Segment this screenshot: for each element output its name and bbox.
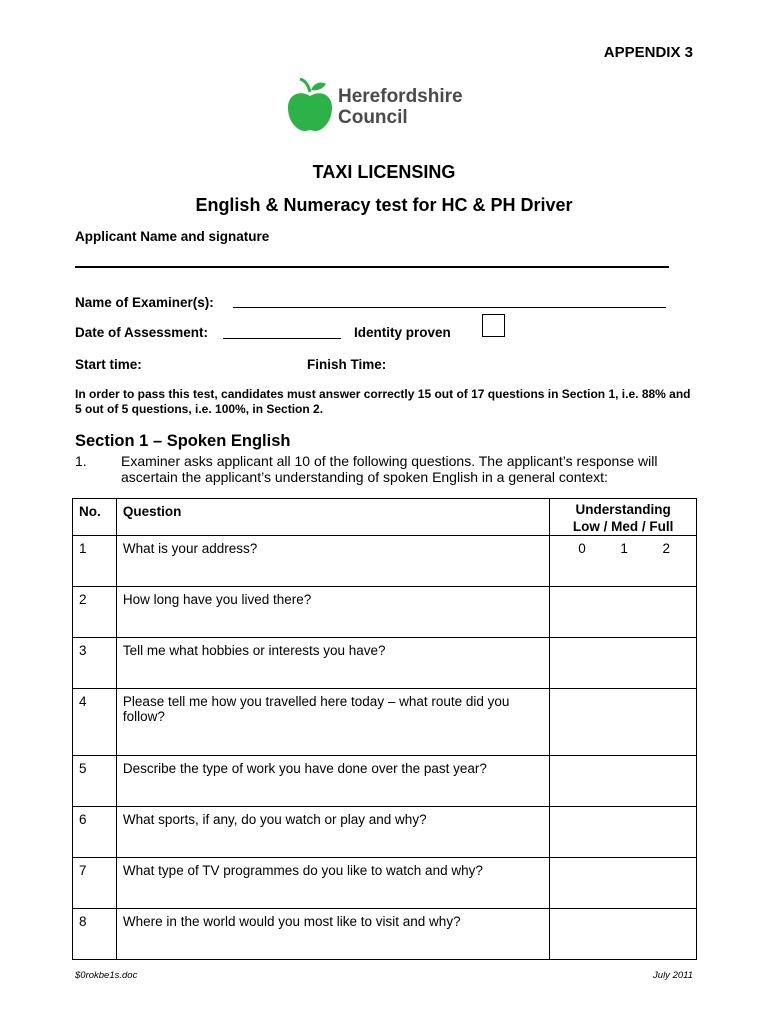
table-row [73,756,697,807]
table-row [73,689,697,756]
row-question: How long have you lived there? [116,587,549,638]
table-row [73,587,697,638]
row-number: 5 [73,756,117,807]
row-number: 3 [73,638,117,689]
row-question: What type of TV programmes do you like to watch and why? [116,858,549,909]
score-med[interactable]: 1 [620,541,628,556]
pass-instructions: In order to pass this test, candidates must answer correctly 15 out of 17 questions in Section 1, i.e. 88% and 5 out of 5 questions, i.e. 100%, in Section 2. [75,387,691,416]
header-question: Question [116,499,549,536]
header-understanding [550,499,697,536]
row-score-cell[interactable] [550,536,697,587]
row-score-cell[interactable] [550,756,697,807]
section-item-number: 1. [75,453,87,469]
appendix-label: APPENDIX 3 [603,44,693,61]
row-score-cell[interactable] [550,689,697,756]
row-score-cell[interactable] [550,909,697,960]
logo-line1: Herefordshire [338,86,463,107]
footer-date: July 2011 [653,970,693,981]
header-no: No. [73,499,117,536]
questions-table [72,498,697,960]
section-title: Section 1 – Spoken English [75,432,291,450]
score-full[interactable]: 2 [662,541,670,556]
row-score-cell[interactable] [550,807,697,858]
finish-time-label: Finish Time: [307,357,387,372]
row-question: Describe the type of work you have done over the past year? [116,756,549,807]
row-question: Please tell me how you travelled here today – what route did you follow? [116,689,549,756]
row-score-cell[interactable] [550,858,697,909]
table-row [73,858,697,909]
table-row [73,638,697,689]
row-number: 7 [73,858,117,909]
row-number: 6 [73,807,117,858]
table-row [73,807,697,858]
row-question: Where in the world would you most like to visit and why? [116,909,549,960]
identity-label: Identity proven [354,325,451,340]
score-low[interactable]: 0 [578,541,586,556]
footer-filename: $0rokbe1s.doc [75,970,138,981]
examiner-label: Name of Examiner(s): [75,295,214,310]
row-question: Tell me what hobbies or interests you have? [116,638,549,689]
row-number: 1 [73,536,117,587]
header-understanding-title: Understanding [575,502,671,517]
table-header-row [73,499,697,536]
row-number: 2 [73,587,117,638]
applicant-label: Applicant Name and signature [75,229,270,244]
header-understanding-scale: Low / Med / Full [572,519,674,534]
table-row [73,536,697,587]
page-title: TAXI LICENSING [312,162,456,182]
logo-line2: Council [338,107,408,128]
row-number: 8 [73,909,117,960]
identity-checkbox[interactable] [482,314,505,337]
table-row [73,909,697,960]
council-logo [286,78,496,134]
row-score-cell[interactable] [550,587,697,638]
apple-icon [286,78,334,134]
page-subtitle: English & Numeracy test for HC & PH Driver [195,195,573,215]
start-time-label: Start time: [75,357,142,372]
examiner-line[interactable] [233,307,666,308]
row-question: What sports, if any, do you watch or play and why? [116,807,549,858]
applicant-line[interactable] [75,266,669,268]
date-label: Date of Assessment: [75,325,209,340]
row-number: 4 [73,689,117,756]
date-line[interactable] [223,338,341,339]
row-question: What is your address? [116,536,549,587]
row-score-cell[interactable] [550,638,697,689]
section-instructions: Examiner asks applicant all 10 of the following questions. The applicant’s response will ascertain the applicant’s understanding of spoken English in a general context: [121,453,658,485]
